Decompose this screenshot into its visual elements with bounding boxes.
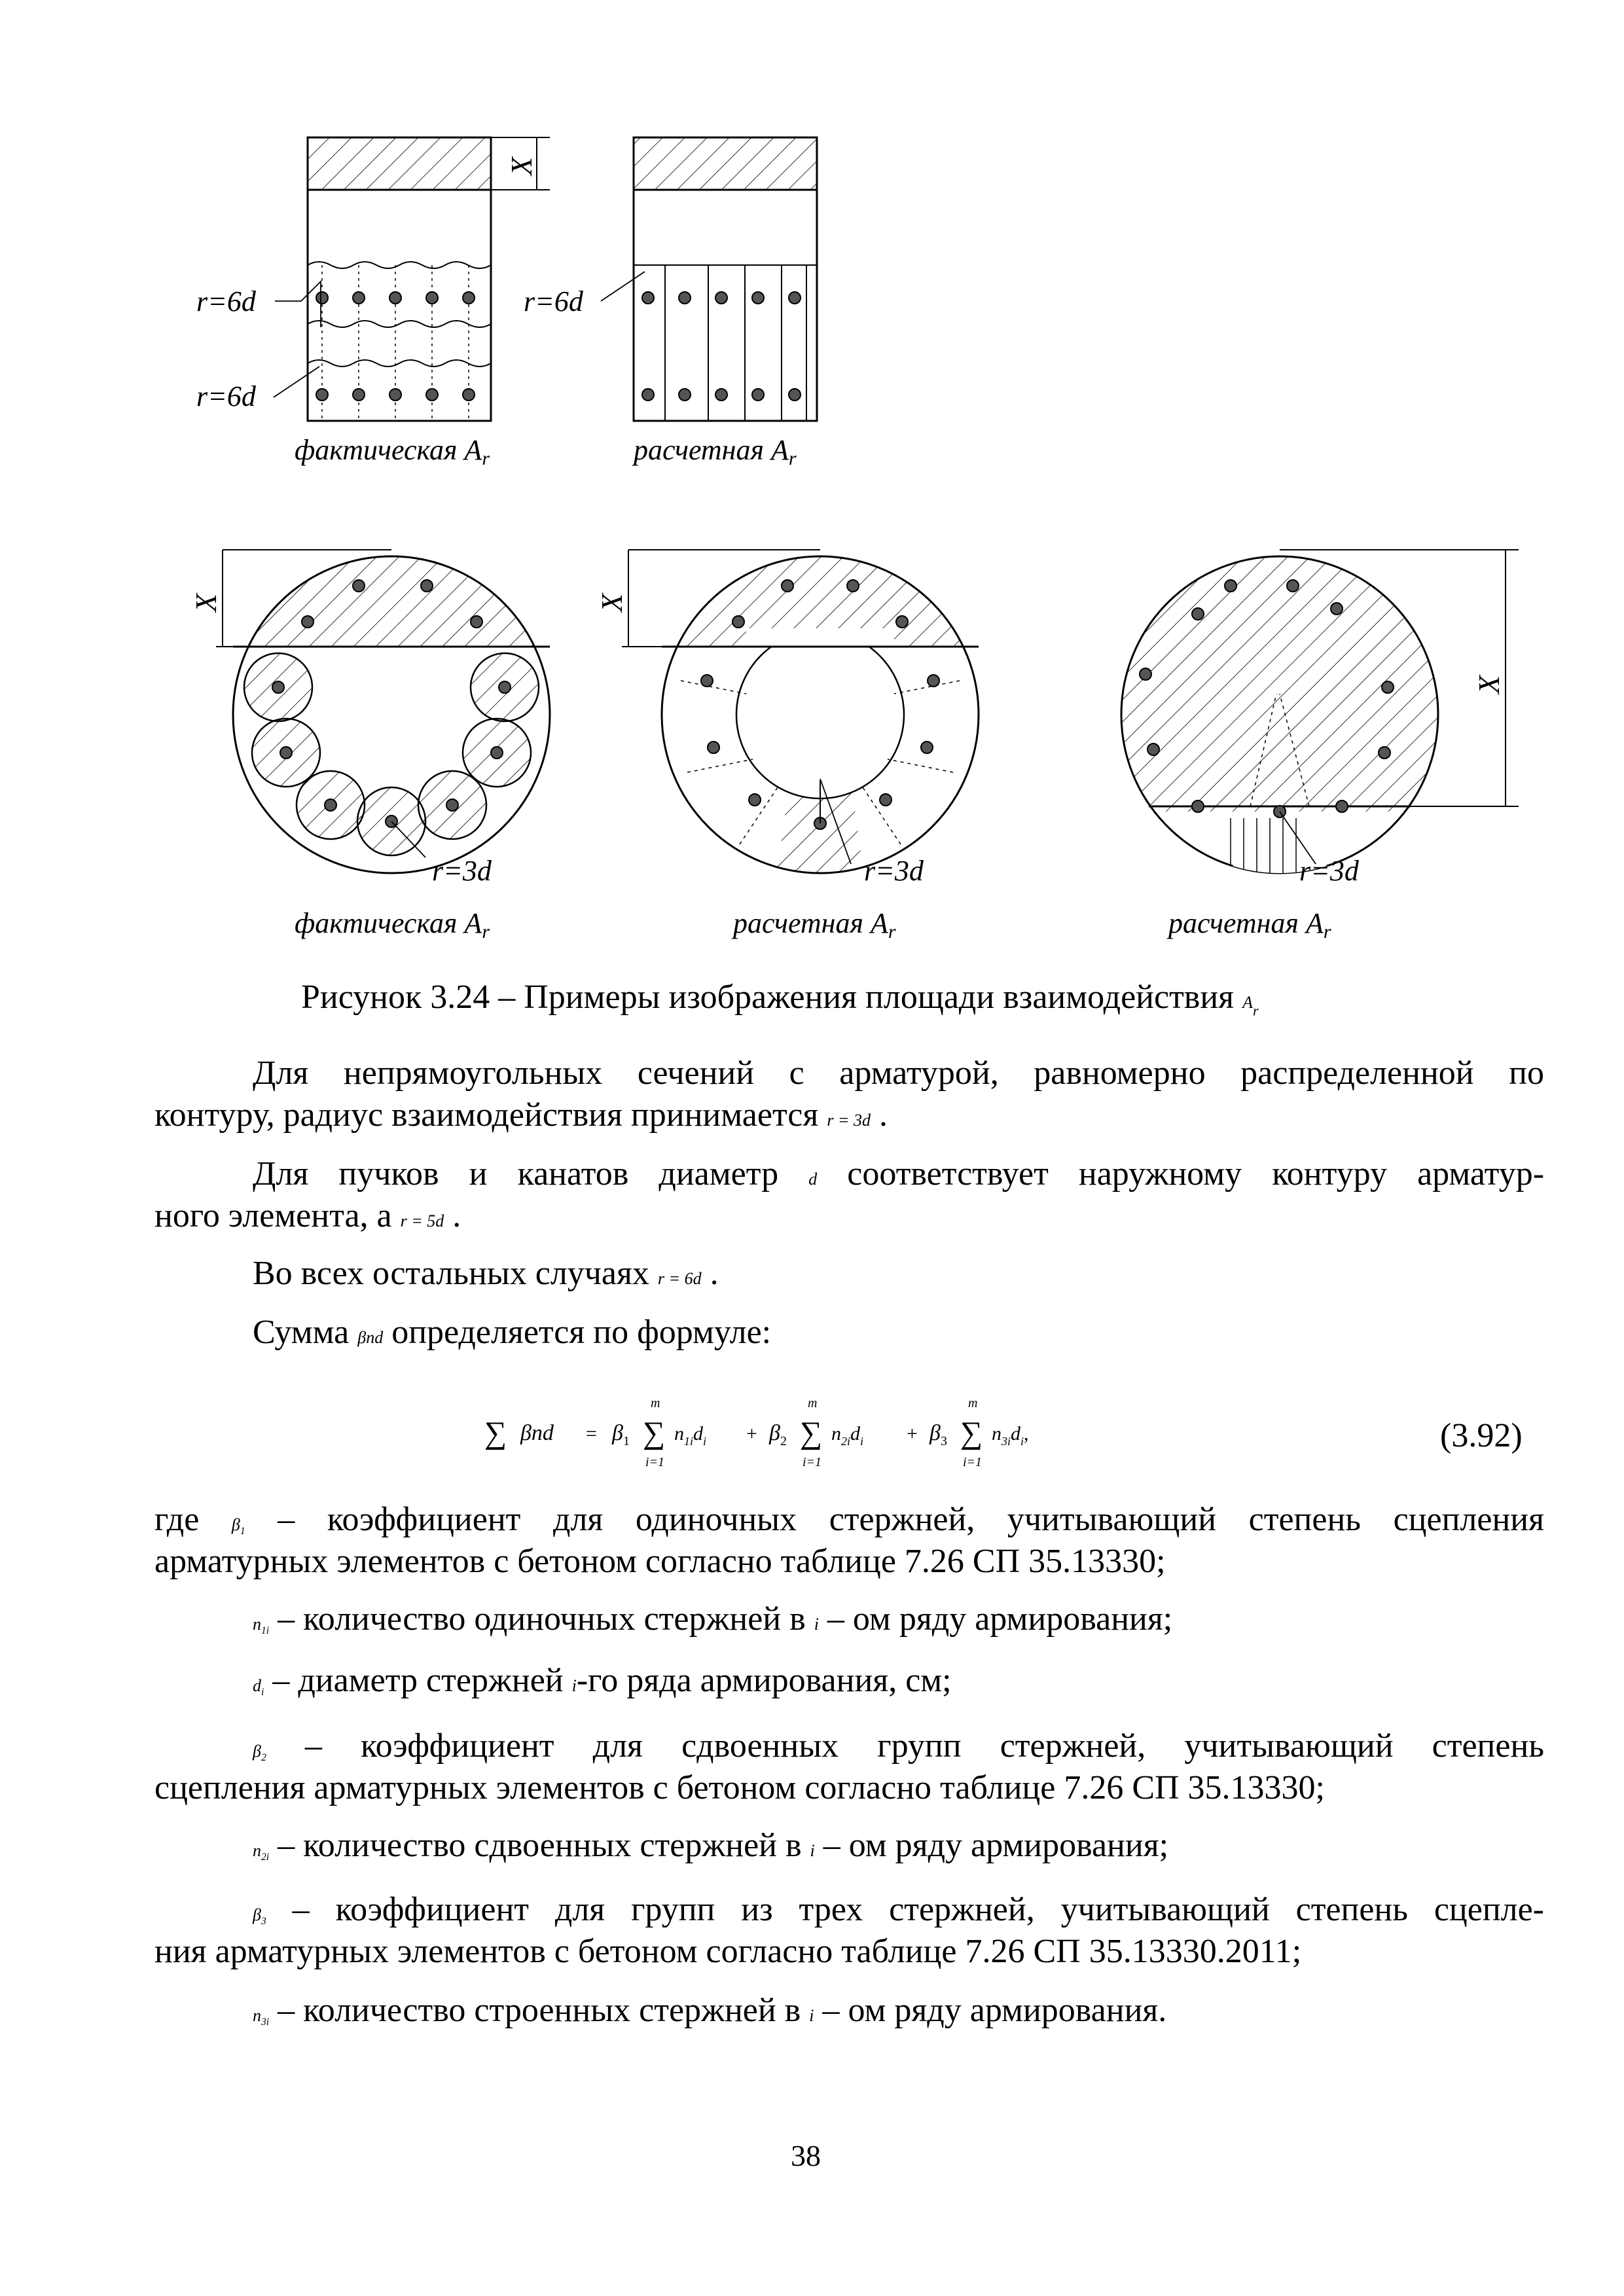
definition-beta2: $\beta_2$ – коэффициент для сдвоенных групп стержней, учитывающий степень: [253, 1727, 1545, 1765]
label-design-bottom: расчетная Ar: [1168, 907, 1331, 942]
x-label: X: [505, 156, 538, 175]
svg-text:m: m: [808, 1396, 818, 1410]
equation-3-92: [458, 1388, 1178, 1479]
definition-beta1-cont: арматурных элементов с бетоном согласно таблице 7.26 СП 35.13330;: [154, 1543, 1166, 1580]
svg-text:i=1: i=1: [963, 1455, 983, 1469]
definition-beta2-cont: сцепления арматурных элементов с бетоном согласно таблице 7.26 СП 35.13330;: [154, 1769, 1326, 1806]
paragraph: ного элемента, а r = 5d .: [154, 1197, 461, 1234]
equation-number: (3.92): [1440, 1417, 1523, 1454]
paragraph: Для пучков и канатов диаметр d соответствует наружному контуру арматур-: [253, 1155, 1545, 1193]
r3d-label: r=3d: [864, 855, 924, 887]
svg-text:m: m: [651, 1396, 660, 1410]
r3d-label: r=3d: [432, 855, 492, 887]
r3d-label: r=3d: [1299, 855, 1359, 887]
svg-text:βnd: βnd: [520, 1421, 554, 1445]
x-label: X: [189, 593, 223, 612]
rect-actual: [196, 137, 550, 421]
circle-design-2: [1113, 550, 1519, 887]
svg-text:i=1: i=1: [803, 1455, 822, 1469]
paragraph: Сумма βnd определяется по формуле:: [253, 1314, 772, 1351]
x-label: X: [1472, 675, 1506, 694]
label-design-bottom: расчетная Ar: [733, 907, 896, 942]
definition-beta3-cont: ния арматурных элементов с бетоном согласно таблице 7.26 СП 35.13330.2011;: [154, 1933, 1302, 1970]
svg-text:m: m: [968, 1396, 978, 1410]
svg-text:∑: ∑: [643, 1416, 666, 1450]
r6d-label: r=6d: [196, 380, 256, 412]
paragraph: Для непрямоугольных сечений с арматурой, равномерно распределенной по: [253, 1054, 1544, 1092]
page-number: 38: [791, 2139, 821, 2172]
circle-actual: [189, 550, 556, 887]
svg-text:n3idi,: $n_{3i}d_i$,: [992, 1423, 1029, 1448]
rect-design: [524, 137, 817, 421]
paragraph: контуру, радиус взаимодействия принимается r = 3d .: [154, 1096, 888, 1134]
svg-text:=: =: [586, 1423, 597, 1444]
label-actual-top: фактическая Ar: [295, 434, 490, 469]
svg-text:∑: ∑: [484, 1416, 507, 1450]
svg-text:n1idi: $n_{1i}d_i$: [674, 1423, 707, 1448]
circle-design-1: [595, 550, 995, 887]
r6d-label: r=6d: [196, 285, 256, 317]
definition-beta1: где $\beta_1$ – коэффициент для одиночных стержней, учитывающий степень сцепления: [154, 1501, 1545, 1538]
definition-n3: $n_{3i}$ – количество строенных стержней в i – ом ряду армирования.: [253, 1992, 1167, 2029]
svg-text:β1: $\beta_1$: [612, 1421, 630, 1448]
svg-text:i=1: i=1: [645, 1455, 665, 1469]
svg-text:n2idi: $n_{2i}d_i$: [831, 1423, 864, 1448]
paragraph: Во всех остальных случаях r = 6d .: [253, 1255, 719, 1292]
figure-3-24: [0, 0, 1624, 969]
svg-text:∑: ∑: [800, 1416, 823, 1450]
svg-text:+: +: [907, 1423, 918, 1444]
svg-text:+: +: [746, 1423, 757, 1444]
svg-text:β2: $\beta_2$: [769, 1421, 787, 1448]
definition-n2: $n_{2i}$ – количество сдвоенных стержней в i – ом ряду армирования;: [253, 1827, 1169, 1864]
label-actual-bottom: фактическая Ar: [295, 907, 490, 942]
definition-beta3: $\beta_3$ – коэффициент для групп из трех стержней, учитывающий степень сцепле-: [253, 1891, 1544, 1928]
label-design-top: расчетная Ar: [634, 434, 797, 469]
svg-text:∑: ∑: [960, 1416, 983, 1450]
r6d-label: r=6d: [524, 285, 583, 317]
x-label: X: [595, 593, 628, 612]
figure-caption: Рисунок 3.24 – Примеры изображения площади взаимодействия $A_r$: [301, 978, 1259, 1019]
definition-n1: $n_{1i}$ – количество одиночных стержней в i – ом ряду армирования;: [253, 1600, 1173, 1638]
definition-d: $d_i$ – диаметр стержней i-го ряда армирования, см;: [253, 1662, 952, 1699]
svg-text:β3: $\beta_3$: [929, 1421, 947, 1448]
